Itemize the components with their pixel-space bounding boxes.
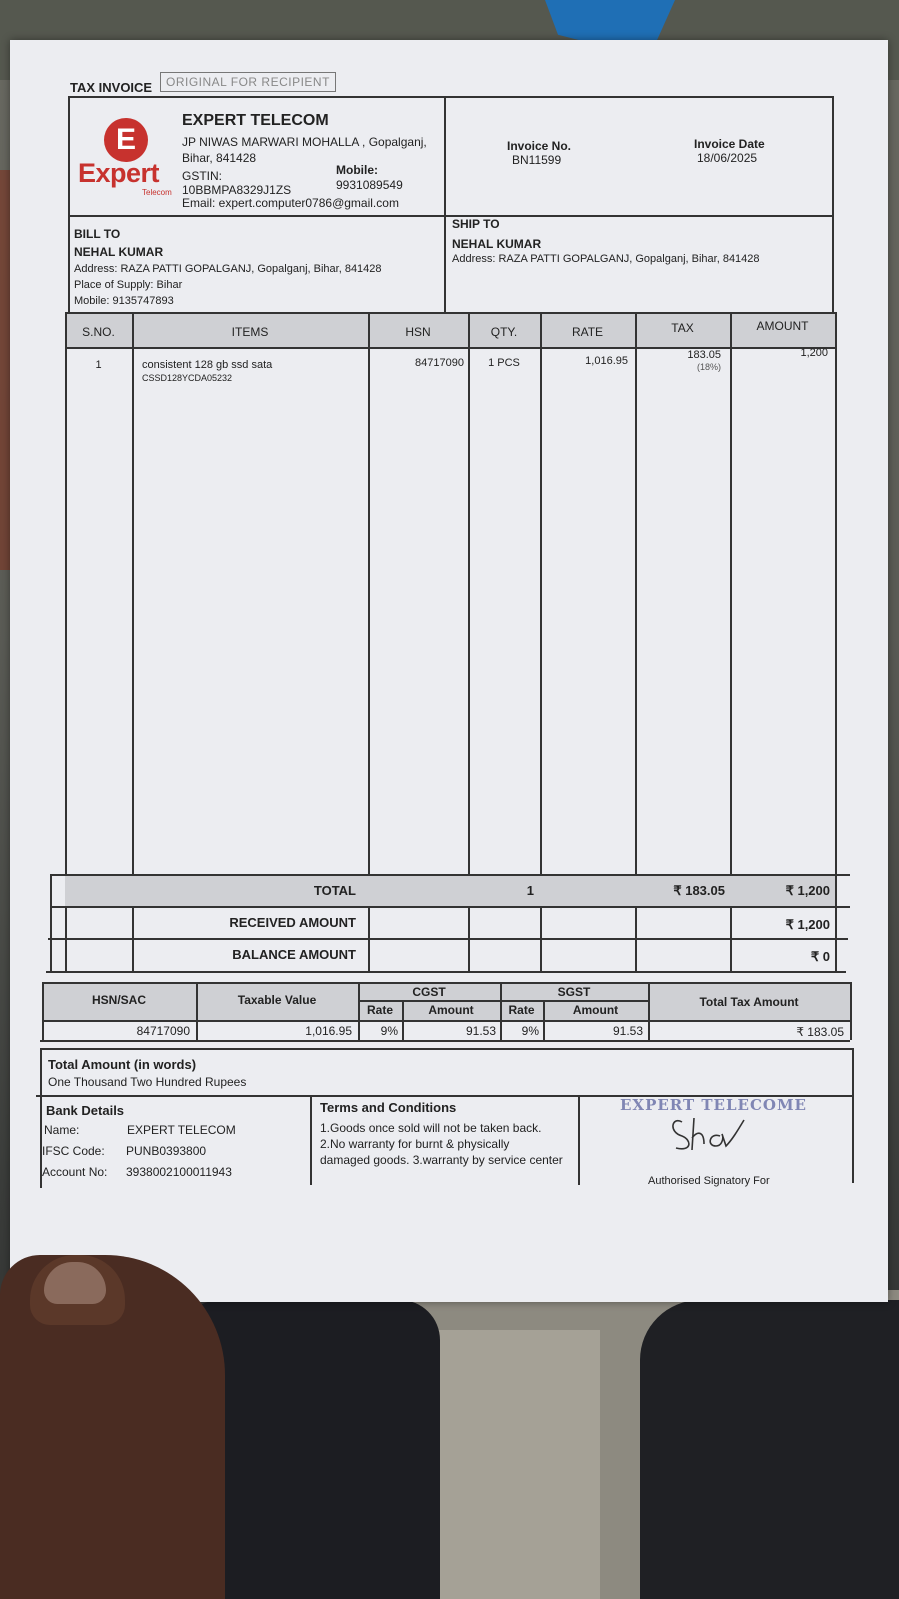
summary-cgst-amount: 91.53	[465, 1024, 496, 1038]
total-amount: ₹ 1,200	[785, 883, 830, 898]
ifsc-code: PUNB0393800	[126, 1144, 207, 1158]
gstin-value: 10BBMPA8329J1ZS	[182, 183, 292, 197]
summary-sgst-rate: 9%	[521, 1024, 539, 1038]
ship-to-address: Address: RAZA PATTI GOPALGANJ, Gopalganj, Bihar, 841428	[452, 253, 760, 265]
row-item-code: CSSD128YCDA05232	[142, 373, 233, 383]
invoice-no: BN11599	[512, 153, 562, 167]
seller-name: EXPERT TELECOM	[182, 112, 329, 129]
signature-icon	[668, 1110, 748, 1160]
bank-name: EXPERT TELECOM	[127, 1123, 236, 1137]
mobile-label: Mobile:	[336, 163, 378, 177]
summary-header-hsn: HSN/SAC	[91, 993, 146, 1007]
invoice-date: 18/06/2025	[697, 151, 758, 165]
invoice-date-label: Invoice Date	[694, 137, 765, 151]
ship-to-heading: SHIP TO	[452, 217, 500, 231]
company-logo-icon: E	[104, 118, 148, 162]
summary-header-total-tax: Total Tax Amount	[699, 995, 799, 1009]
logo-subtitle: Telecom	[142, 188, 172, 197]
gstin-label: GSTIN:	[182, 169, 223, 183]
account-number: 3938002100011943	[126, 1165, 232, 1179]
document-title: TAX INVOICE	[70, 80, 153, 95]
summary-total-tax: ₹ 183.05	[796, 1025, 844, 1039]
bill-to-heading: BILL TO	[74, 227, 121, 241]
summary-sgst-amount: 91.53	[612, 1024, 643, 1038]
summary-header-sgst-rate: Rate	[508, 1003, 535, 1017]
ship-to-name: NEHAL KUMAR	[452, 237, 542, 251]
bill-to-name: NEHAL KUMAR	[74, 245, 164, 259]
copy-label: ORIGINAL FOR RECIPIENT	[160, 72, 336, 92]
words-label: Total Amount (in words)	[48, 1057, 197, 1072]
row-sno: 1	[95, 359, 102, 371]
row-hsn: 84717090	[415, 357, 464, 369]
summary-hsn: 84717090	[136, 1024, 190, 1038]
terms-heading: Terms and Conditions	[320, 1100, 457, 1115]
col-header-items: ITEMS	[231, 325, 269, 339]
terms-line2: 2.No warranty for burnt & physically	[320, 1137, 510, 1151]
summary-header-taxable: Taxable Value	[237, 993, 317, 1007]
col-header-amount: AMOUNT	[756, 319, 809, 333]
seller-address-line2: Bihar, 841428	[182, 151, 257, 165]
logo-wordmark: Expert	[78, 158, 160, 188]
summary-header-cgst: CGST	[412, 985, 446, 999]
total-label: TOTAL	[313, 883, 356, 898]
received-amount-label: RECEIVED AMOUNT	[229, 915, 356, 930]
ifsc-label: IFSC Code:	[42, 1144, 105, 1158]
company-stamp: EXPERT TELECOME	[620, 1096, 807, 1114]
summary-taxable: 1,016.95	[305, 1024, 352, 1038]
seller-mobile: 9931089549	[336, 178, 403, 192]
total-tax: ₹ 183.05	[673, 883, 725, 898]
row-amount: 1,200	[800, 347, 828, 359]
received-amount: ₹ 1,200	[785, 917, 830, 932]
invoice-no-label: Invoice No.	[507, 139, 572, 153]
amount-in-words: One Thousand Two Hundred Rupees	[48, 1075, 247, 1089]
invoice-sheet	[10, 40, 888, 1302]
bill-to-address: Address: RAZA PATTI GOPALGANJ, Gopalganj, Bihar, 841428	[74, 263, 382, 275]
row-qty: 1 PCS	[488, 357, 520, 369]
summary-cgst-rate: 9%	[380, 1024, 398, 1038]
balance-amount-label: BALANCE AMOUNT	[232, 947, 356, 962]
place-of-supply: Place of Supply: Bihar	[74, 279, 183, 291]
bank-name-label: Name:	[44, 1123, 80, 1137]
col-header-sno: S.NO.	[82, 325, 115, 339]
col-header-rate: RATE	[571, 325, 604, 339]
bank-heading: Bank Details	[46, 1103, 125, 1118]
row-tax-rate: (18%)	[696, 362, 721, 372]
summary-header-sgst-amount: Amount	[572, 1003, 619, 1017]
row-item-name: consistent 128 gb ssd sata	[142, 359, 273, 371]
summary-header-cgst-rate: Rate	[366, 1003, 393, 1017]
terms-line1: 1.Goods once sold will not be taken back.	[320, 1121, 542, 1135]
seller-email: Email: expert.computer0786@gmail.com	[182, 196, 399, 210]
authorised-signatory: Authorised Signatory For	[648, 1175, 770, 1187]
summary-header-cgst-amount: Amount	[428, 1003, 474, 1017]
row-rate: 1,016.95	[585, 355, 628, 367]
balance-amount: ₹ 0	[810, 949, 830, 964]
bill-to-mobile: Mobile: 9135747893	[74, 295, 174, 307]
col-header-tax: TAX	[671, 321, 694, 335]
col-header-qty: QTY.	[490, 325, 518, 339]
row-tax: 183.05	[687, 349, 721, 361]
col-header-hsn: HSN	[405, 325, 431, 339]
dark-clothing-right	[640, 1300, 899, 1599]
seller-address-line1: JP NIWAS MARWARI MOHALLA , Gopalganj,	[182, 135, 427, 149]
terms-line3: damaged goods. 3.warranty by service center	[320, 1153, 563, 1167]
account-label: Account No:	[42, 1165, 108, 1179]
total-qty: 1	[526, 883, 534, 898]
summary-header-sgst: SGST	[557, 985, 591, 999]
